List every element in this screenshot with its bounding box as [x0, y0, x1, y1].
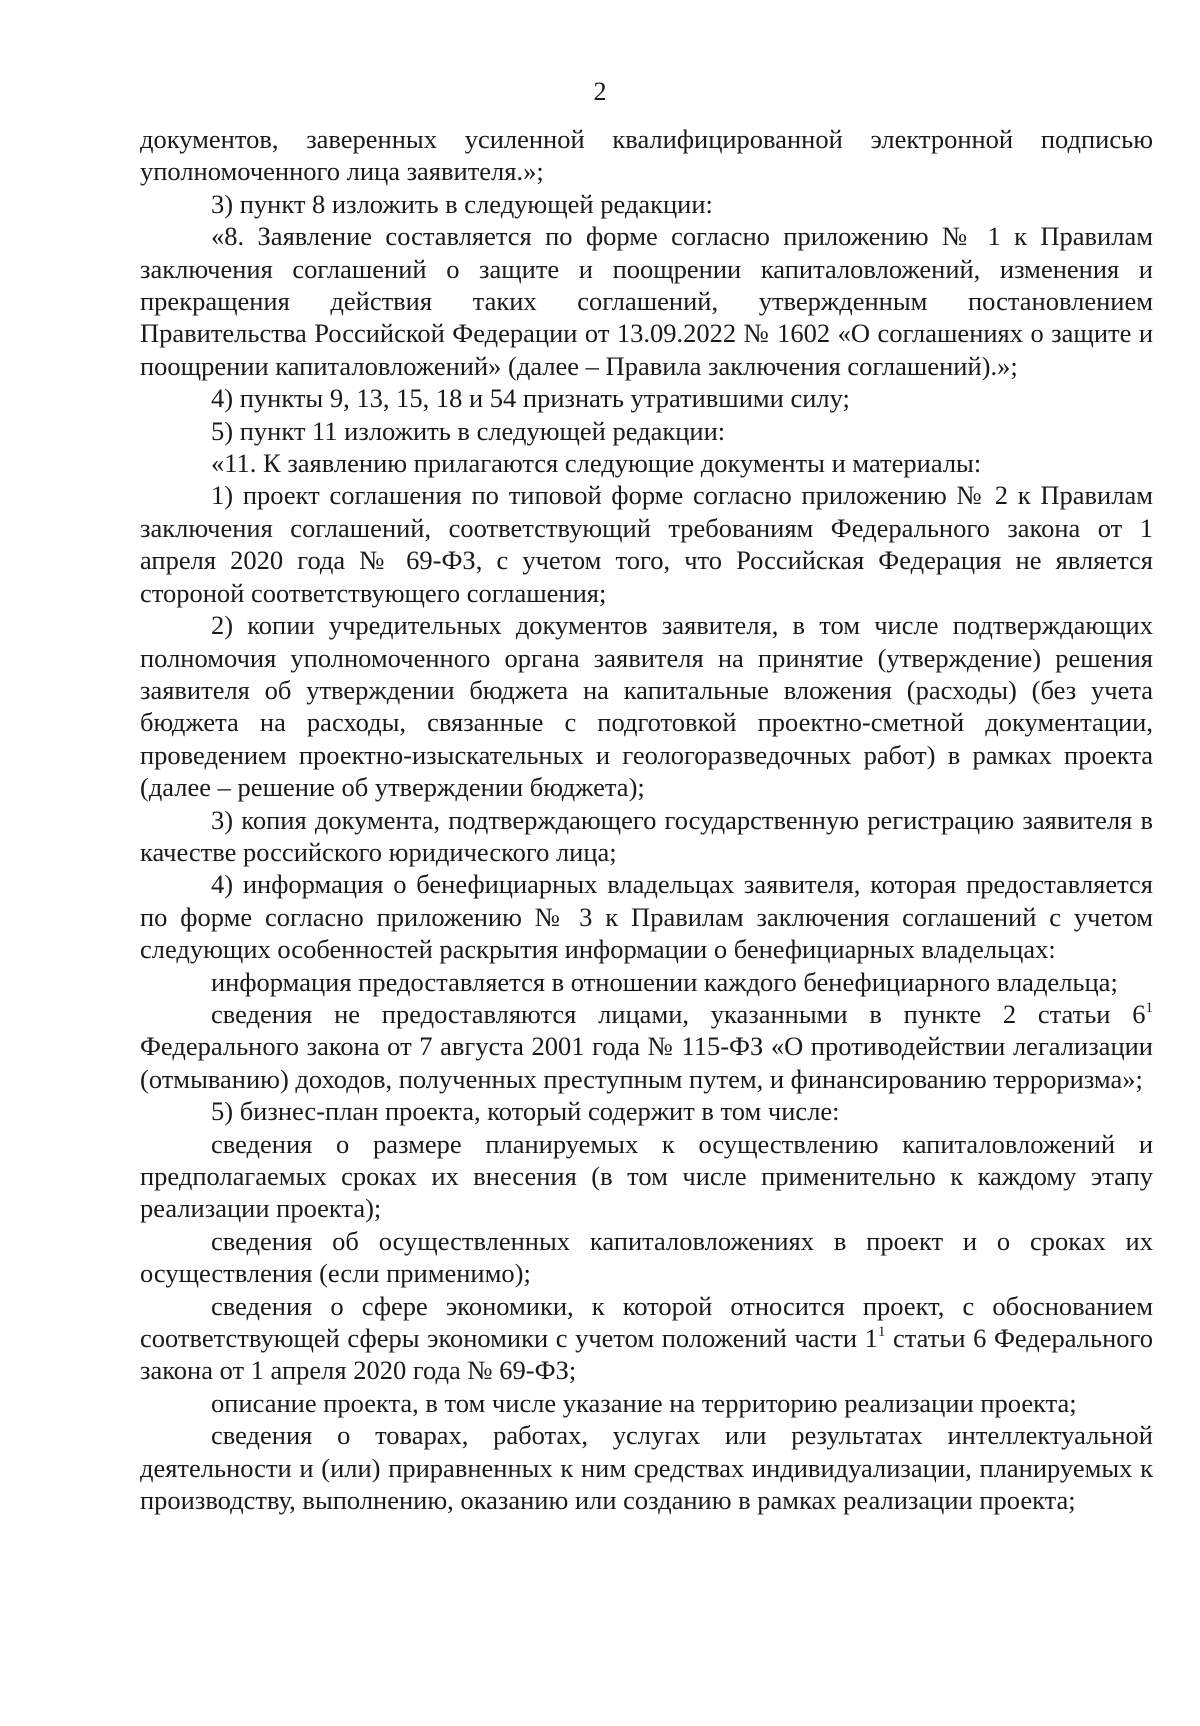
- page-number: 2: [593, 77, 607, 106]
- paragraph-continuation: документов, заверенных усиленной квалифицированной электронной подписью уполномоченного лица заявителя.»;: [140, 124, 1153, 187]
- paragraph-subitem-1: 1) проект соглашения по типовой форме согласно приложению № 2 к Правилам заключения соглашений, соответствующий требованиям Федерального закона от 1 апреля 2020 года № 69-ФЗ, с учетом того, что Российская Федерация не является стороной соответствующего соглашения;: [140, 480, 1153, 608]
- superscript: 1: [1145, 999, 1153, 1016]
- text-fragment: Федерального закона от 7 августа 2001 года № 115-ФЗ «О противодействии легализации (отмыванию) доходов, полученных преступным путем, и финансированию терроризма»;: [140, 1031, 1153, 1094]
- paragraph-subitem-4: 4) информация о бенефициарных владельцах заявителя, которая предоставляется по форме согласно приложению № 3 к Правилам заключения соглашений с учетом следующих особенностей раскрытия информации о бенефициарных владельцах:: [140, 869, 1153, 965]
- paragraph-business-plan-sector: [140, 1290, 1153, 1387]
- paragraph-item-4: 4) пункты 9, 13, 15, 18 и 54 признать утратившими силу;: [211, 383, 850, 414]
- paragraph-business-plan-description: описание проекта, в том числе указание на территорию реализации проекта;: [211, 1387, 1077, 1418]
- paragraph-business-plan-investments: сведения о размере планируемых к осуществлению капиталовложений и предполагаемых сроках их внесения (в том числе применительно к каждому этапу реализации проекта);: [140, 1128, 1153, 1224]
- paragraph-subitem-2: 2) копии учредительных документов заявителя, в том числе подтверждающих полномочия уполномоченного органа заявителя на принятие (утверждение) решения заявителя об утверждении бюджета на капитальные вложения (расходы) (без учета бюджета на расходы, связанные с подготовкой проектно-сметной документации, проведением проектно-изыскательных и геологоразведочных работ) в рамках проекта (далее – решение об утверждении бюджета);: [140, 610, 1153, 803]
- paragraph-item-3: 3) пункт 8 изложить в следующей редакции:: [211, 188, 713, 219]
- text-fragment: сведения не предоставляются лицами, указанными в пункте 2 статьи 6: [211, 998, 1146, 1029]
- paragraph-beneficiary-info: информация предоставляется в отношении каждого бенефициарного владельца;: [211, 966, 1118, 997]
- paragraph-business-plan-completed: сведения об осуществленных капиталовложениях в проект и о сроках их осуществления (если применимо);: [140, 1225, 1153, 1289]
- paragraph-beneficiary-exception: [140, 998, 1153, 1095]
- text-fragment: статьи 6 Федерального закона от 1 апреля 2020 года № 69-ФЗ;: [140, 1323, 1153, 1386]
- superscript: 1: [877, 1324, 886, 1341]
- document-body: [140, 123, 1153, 1516]
- paragraph-clause-8: «8. Заявление составляется по форме согласно приложению № 1 к Правилам заключения соглашений о защите и поощрении капиталовложений, изменения и прекращения действия таких соглашений, утвержденным постановлением Правительства Российской Федерации от 13.09.2022 № 1602 «О соглашениях о защите и поощрении капиталовложений» (далее – Правила заключения соглашений).»;: [140, 221, 1153, 381]
- paragraph-subitem-5: 5) бизнес-план проекта, который содержит в том числе:: [211, 1096, 840, 1127]
- paragraph-item-5: 5) пункт 11 изложить в следующей редакции:: [211, 415, 726, 446]
- text-fragment: сведения о сфере экономики, к которой относится проект, с обоснованием соответствующей сферы экономики с учетом положений части 1: [140, 1290, 1153, 1354]
- paragraph-business-plan-products: сведения о товарах, работах, услугах или результатах интеллектуальной деятельности и (или) приравненных к ним средствах индивидуализации, планируемых к производству, выполнению, оказанию или созданию в рамках реализации проекта;: [140, 1420, 1153, 1516]
- paragraph-subitem-3: 3) копия документа, подтверждающего государственную регистрацию заявителя в качестве российского юридического лица;: [140, 804, 1153, 867]
- paragraph-clause-11: «11. К заявлению прилагаются следующие документы и материалы:: [211, 448, 982, 479]
